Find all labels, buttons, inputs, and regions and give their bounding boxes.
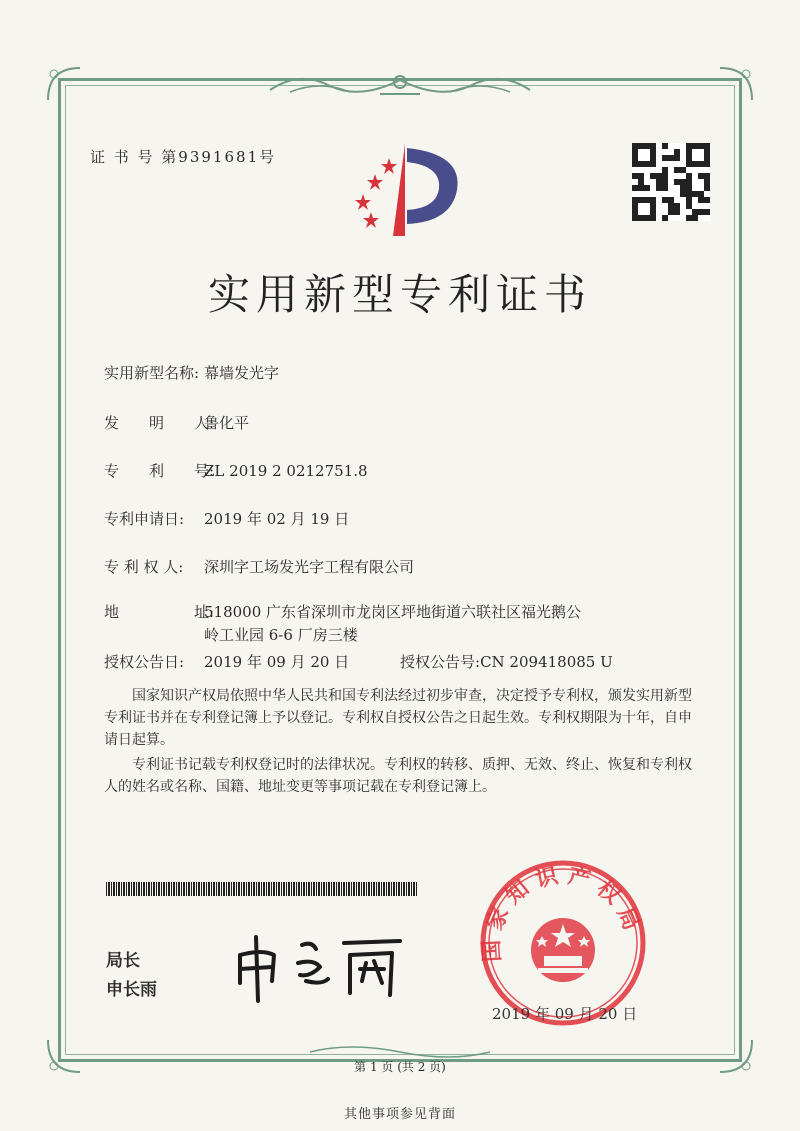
field-label: 授权公告日: xyxy=(104,653,185,671)
issue-date: 2019 年 09 月 20 日 xyxy=(492,1005,638,1023)
barcode xyxy=(106,882,418,896)
grant-statement-paragraph: 国家知识产权局依照中华人民共和国专利法经过初步审查，决定授予专利权，颁发实用新型专利证书并在专利登记簿上予以登记。专利权自授权公告之日起生效。专利权期限为十年，自申请日起算。 xyxy=(104,688,692,748)
officer-name: 申长雨 xyxy=(106,980,157,1000)
certificate-number: 证 书 号 第9391681号 xyxy=(90,148,277,166)
filing-date: 2019 年 02 月 19 日 xyxy=(204,510,350,528)
grant-number: CN 209418085 U xyxy=(480,653,613,671)
svg-text:国 家 知 识 产 权 局: 国 家 知 识 产 权 局 xyxy=(479,863,644,963)
utility-model-name: 幕墙发光字 xyxy=(204,364,280,382)
corner-ornament xyxy=(44,64,84,104)
corner-ornament xyxy=(716,64,756,104)
patent-number: ZL 2019 2 0212751.8 xyxy=(204,462,368,480)
footnote: 其他事项参见背面 xyxy=(343,1107,456,1122)
signature xyxy=(232,925,412,1003)
officer-title: 局长 xyxy=(106,951,140,971)
inventor-row xyxy=(104,412,249,433)
filing-date-row xyxy=(104,508,349,529)
grant-date: 2019 年 09 月 20 日 xyxy=(204,653,350,671)
certificate-title: 实用新型专利证书 xyxy=(207,270,592,319)
field-label: 专 利 权 人: xyxy=(104,558,184,576)
inventor: 鲁化平 xyxy=(204,414,250,432)
patent-number-row xyxy=(104,460,368,481)
field-label: 授权公告号: xyxy=(400,653,481,671)
qr-code xyxy=(632,143,710,221)
field-label: 专利申请日: xyxy=(104,510,185,528)
address-row xyxy=(104,601,581,622)
address-line-1: 518000 广东省深圳市龙岗区坪地街道六联社区福光鹅公 xyxy=(204,603,582,621)
page-indicator: 第 1 页 (共 2 页) xyxy=(354,1060,446,1074)
grant-date-row xyxy=(104,651,349,672)
field-label: 地 址: xyxy=(104,603,215,621)
legal-status-paragraph: 专利证书记载专利权登记时的法律状况。专利权的转移、质押、无效、终止、恢复和专利权人的姓名或名称、国籍、地址变更等事项记载在专利登记簿上。 xyxy=(104,757,692,795)
patentee-row xyxy=(104,556,414,577)
patent-office-logo xyxy=(345,140,465,240)
utility-model-name-row xyxy=(104,362,279,383)
field-label: 发 明 人: xyxy=(104,414,215,432)
address-line-2: 岭工业园 6-6 厂房三楼 xyxy=(204,626,358,644)
grant-number-row xyxy=(400,651,613,672)
top-ornament xyxy=(260,66,540,102)
field-label: 专 利 号: xyxy=(104,462,215,480)
field-label: 实用新型名称: xyxy=(104,364,200,382)
patentee: 深圳字工场发光字工程有限公司 xyxy=(204,558,415,576)
